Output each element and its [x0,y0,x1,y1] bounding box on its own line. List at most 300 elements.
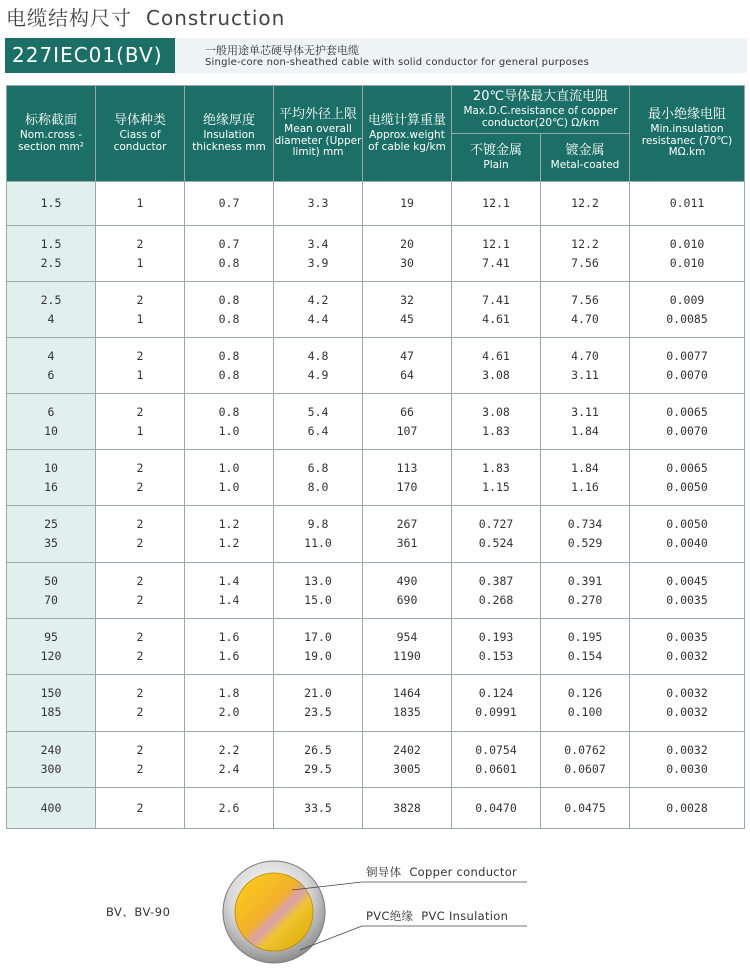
cell-value: 1 [136,367,144,382]
col-header-insulation: 绝缘厚度 Insulation thickness mm [185,86,274,182]
cell-value: 2 [136,686,144,700]
cell-value: 6 [47,367,55,382]
cell-value: 12.2 [571,236,599,251]
cell-value: 2 [136,648,144,663]
cell-value: 2.5 [40,292,62,307]
cell-coated [541,563,630,619]
cell-cross [7,338,96,394]
cell-coated [541,450,630,506]
cell-value: 1.84 [571,460,599,475]
cell-value: 25 [44,517,58,531]
cell-weight [363,788,452,829]
cell-value: 0.8 [218,348,240,363]
cell-value: 0.268 [478,592,514,607]
cell-cls [96,619,185,675]
cell-cls [96,450,185,506]
table-row [7,394,745,450]
cell-value: 2 [136,573,144,588]
cell-value: 17.0 [304,629,332,644]
model-code: 227IEC01(BV) [5,38,175,73]
cell-value: 0.0035 [666,592,708,607]
cell-dia [274,619,363,675]
cell-value: 0.0601 [475,761,517,776]
table-row [7,182,745,226]
cell-value: 50 [44,573,58,588]
cell-value: 150 [40,686,62,700]
cell-value: 0.0475 [564,800,606,815]
cell-coated [541,506,630,563]
cell-minres [630,732,745,788]
cell-value: 3.11 [571,404,599,419]
title-en: Construction [146,6,286,30]
table-row [7,450,745,506]
model-desc-zh: 一般用途单芯硬导体无护套电缆 [205,44,359,57]
cell-dia [274,563,363,619]
cell-value: 7.56 [571,255,599,270]
cell-value: 0.0070 [666,367,708,382]
cell-value: 4 [47,311,55,326]
cell-cls [96,675,185,732]
cell-value: 0.010 [669,236,705,251]
cell-insul [185,563,274,619]
cell-value: 0.0607 [564,761,606,776]
col-header-resistance: 20℃导体最大直流电阻 Max.D.C.resistance of copper conductor(20℃) Ω/km [452,86,630,134]
cell-value: 1.84 [571,423,599,438]
table-row [7,675,745,732]
cell-value: 0.0032 [666,705,708,719]
cell-value: 2 [136,460,144,475]
cell-value: 300 [40,761,62,776]
cell-value: 19.0 [304,648,332,663]
copper-core [235,873,313,951]
cell-value: 0.8 [218,255,240,270]
cell-value: 0.270 [567,592,603,607]
cell-value: 2 [136,404,144,419]
cell-value: 33.5 [304,800,332,815]
cell-insul [185,226,274,282]
cell-plain [452,506,541,563]
cell-value: 12.2 [571,196,599,210]
cell-value: 0.8 [218,367,240,382]
cell-value: 8.0 [307,479,329,494]
cell-value: 1.5 [40,196,62,210]
cell-value: 0.0065 [666,404,708,419]
cell-value: 12.1 [482,196,510,210]
cell-value: 1 [136,196,144,210]
cell-value: 3828 [393,800,421,815]
cell-value: 2 [136,592,144,607]
cell-value: 0.0070 [666,423,708,438]
cell-plain [452,226,541,282]
cell-value: 1 [136,423,144,438]
cell-cross [7,732,96,788]
table-row [7,506,745,563]
cell-dia [274,182,363,226]
cell-value: 2 [136,629,144,644]
cell-value: 0.7 [218,236,240,251]
cell-cls [96,732,185,788]
cell-value: 1.16 [571,479,599,494]
cell-value: 0.0077 [666,348,708,363]
cell-value: 1 [136,311,144,326]
cell-dia [274,788,363,829]
cell-value: 1.4 [218,592,240,607]
cell-value: 13.0 [304,573,332,588]
cell-value: 66 [400,404,414,419]
cell-weight [363,563,452,619]
col-header-cross: 标称截面 Nom.cross -section mm² [7,86,96,182]
cell-plain [452,675,541,732]
cell-value: 185 [40,705,62,719]
cell-weight [363,732,452,788]
table-row [7,732,745,788]
cell-value: 3.4 [307,236,329,251]
cell-value: 0.0028 [666,800,708,815]
cell-value: 2 [136,348,144,363]
cell-weight [363,450,452,506]
cell-value: 0.0032 [666,648,708,663]
cell-plain [452,182,541,226]
cell-value: 1.6 [218,629,240,644]
cell-value: 30 [400,255,414,270]
cell-value: 0.8 [218,404,240,419]
cell-value: 10 [44,423,58,438]
cell-weight [363,282,452,338]
cell-value: 6.4 [307,423,329,438]
table-row [7,282,745,338]
cell-cls [96,506,185,563]
cell-value: 4.2 [307,292,329,307]
cell-dia [274,732,363,788]
page-title [6,2,285,31]
cell-minres [630,563,745,619]
col-header-diameter: 平均外径上限 Mean overall diameter (Upper limit) mm [274,86,363,182]
cell-insul [185,619,274,675]
cell-value: 9.8 [307,517,329,531]
cell-value: 23.5 [304,705,332,719]
cell-minres [630,788,745,829]
cell-cls [96,226,185,282]
cell-value: 361 [396,536,418,550]
cell-value: 64 [400,367,414,382]
cell-value: 0.7 [218,196,240,210]
cell-value: 1464 [393,686,421,700]
cell-value: 35 [44,536,58,550]
cell-coated [541,732,630,788]
cell-value: 4.61 [482,348,510,363]
cell-value: 4.70 [571,348,599,363]
cell-value: 4.4 [307,311,329,326]
cell-value: 2 [136,761,144,776]
cell-coated [541,394,630,450]
cell-coated [541,182,630,226]
cell-value: 2402 [393,742,421,757]
cell-insul [185,450,274,506]
cell-cls [96,788,185,829]
cell-value: 11.0 [304,536,332,550]
cell-value: 6.8 [307,460,329,475]
cell-insul [185,282,274,338]
cell-coated [541,338,630,394]
insulation-callout: PVC绝缘 PVC Insulation [366,909,509,923]
cell-minres [630,226,745,282]
cell-value: 1.0 [218,460,240,475]
cell-value: 0.0065 [666,460,708,475]
cell-dia [274,282,363,338]
cell-cross [7,182,96,226]
title-zh: 电缆结构尺寸 [6,6,132,30]
cell-value: 0.734 [567,517,603,531]
cell-value: 12.1 [482,236,510,251]
cell-value: 15.0 [304,592,332,607]
cell-minres [630,450,745,506]
cell-value: 20 [400,236,414,251]
cell-value: 2 [136,292,144,307]
cell-dia [274,450,363,506]
cell-value: 6 [47,404,55,419]
cell-plain [452,788,541,829]
cell-cross [7,619,96,675]
cell-value: 1.2 [218,517,240,531]
cell-value: 120 [40,648,62,663]
cell-cross [7,282,96,338]
cell-cross [7,675,96,732]
cell-coated [541,226,630,282]
cell-value: 2.5 [40,255,62,270]
cell-value: 0.010 [669,255,705,270]
cell-value: 4.61 [482,311,510,326]
col-header-class: 导体种类 Ciass of conductor [96,86,185,182]
cell-minres [630,282,745,338]
cell-value: 45 [400,311,414,326]
cell-value: 32 [400,292,414,307]
col-header-weight: 电缆计算重量 Approx.weight of cable kg/km [363,86,452,182]
cell-value: 4 [47,348,55,363]
cell-value: 1.8 [218,686,240,700]
cell-value: 400 [40,800,62,815]
cell-value: 0.0085 [666,311,708,326]
cell-cls [96,338,185,394]
cell-value: 4.9 [307,367,329,382]
cell-cross [7,226,96,282]
cell-weight [363,619,452,675]
cell-dia [274,506,363,563]
cable-type-label: BV、BV-90 [106,905,171,919]
cell-value: 0.391 [567,573,603,588]
cell-value: 1.0 [218,479,240,494]
col-header-min-resistance: 最小绝缘电阻 Min.insulation resistanec (70℃) MΩ.km [630,86,745,182]
conductor-callout: 铜导体 Copper conductor [366,865,518,879]
cell-value: 0.100 [567,705,603,719]
cell-value: 170 [396,479,418,494]
cell-value: 7.41 [482,255,510,270]
cell-dia [274,675,363,732]
cell-value: 240 [40,742,62,757]
cable-cross-section-graphic [0,840,750,968]
cell-value: 29.5 [304,761,332,776]
cell-value: 0.195 [567,629,603,644]
cell-minres [630,182,745,226]
cell-value: 7.56 [571,292,599,307]
cell-cross [7,563,96,619]
cell-insul [185,182,274,226]
cell-value: 21.0 [304,686,332,700]
cell-value: 19 [400,196,414,210]
cell-value: 0.0040 [666,536,708,550]
cell-plain [452,563,541,619]
cell-value: 2 [136,536,144,550]
cell-value: 0.0050 [666,479,708,494]
cell-value: 0.124 [478,686,514,700]
cell-coated [541,788,630,829]
cell-weight [363,226,452,282]
cell-value: 1.4 [218,573,240,588]
table-row [7,619,745,675]
cell-dia [274,338,363,394]
cell-value: 267 [396,517,418,531]
cell-value: 0.387 [478,573,514,588]
cell-value: 0.0991 [475,705,517,719]
cell-minres [630,338,745,394]
cell-value: 954 [396,629,418,644]
cell-value: 47 [400,348,414,363]
cell-value: 0.727 [478,517,514,531]
cell-value: 113 [396,460,418,475]
cell-cross [7,394,96,450]
cell-value: 70 [44,592,58,607]
cell-insul [185,732,274,788]
cell-value: 0.8 [218,311,240,326]
cell-value: 1835 [393,705,421,719]
cell-value: 690 [396,592,418,607]
cell-value: 3.3 [307,196,329,210]
cell-value: 1190 [393,648,421,663]
cell-coated [541,282,630,338]
cell-weight [363,338,452,394]
cell-value: 0.0470 [475,800,517,815]
cell-value: 0.154 [567,648,603,663]
cell-value: 0.0032 [666,742,708,757]
cell-value: 1.15 [482,479,510,494]
cell-value: 5.4 [307,404,329,419]
cell-value: 0.009 [669,292,705,307]
cell-value: 0.0032 [666,686,708,700]
cell-value: 0.153 [478,648,514,663]
cell-value: 3005 [393,761,421,776]
cell-value: 2.6 [218,800,240,815]
cell-value: 2.4 [218,761,240,776]
cell-cls [96,282,185,338]
cell-cls [96,394,185,450]
cell-value: 2 [136,517,144,531]
cell-value: 0.0035 [666,629,708,644]
table-row [7,563,745,619]
cell-value: 3.11 [571,367,599,382]
cell-dia [274,226,363,282]
cell-value: 10 [44,460,58,475]
cell-value: 2 [136,742,144,757]
cell-cross [7,788,96,829]
cell-value: 0.0762 [564,742,606,757]
cell-minres [630,506,745,563]
cell-value: 4.70 [571,311,599,326]
cell-value: 3.08 [482,367,510,382]
cell-value: 0.8 [218,292,240,307]
table-row [7,788,745,829]
cell-plain [452,394,541,450]
cell-plain [452,450,541,506]
cell-value: 0.126 [567,686,603,700]
cell-value: 490 [396,573,418,588]
model-desc-en: Single-core non-sheathed cable with solid conductor for general purposes [205,57,590,68]
cell-value: 1.2 [218,536,240,550]
cell-value: 0.0050 [666,517,708,531]
table-row [7,338,745,394]
cell-value: 0.193 [478,629,514,644]
cell-plain [452,282,541,338]
spec-table [6,85,745,829]
cell-value: 4.8 [307,348,329,363]
cell-insul [185,788,274,829]
cell-value: 3.08 [482,404,510,419]
cell-value: 2 [136,800,144,815]
cell-value: 16 [44,479,58,494]
cell-value: 7.41 [482,292,510,307]
cell-insul [185,675,274,732]
cell-cls [96,563,185,619]
cell-coated [541,675,630,732]
cell-value: 3.9 [307,255,329,270]
cell-weight [363,506,452,563]
cell-value: 2.0 [218,705,240,719]
cell-value: 1 [136,255,144,270]
cell-insul [185,394,274,450]
model-bar [5,38,747,73]
table-row [7,226,745,282]
spec-table-body [7,182,745,829]
cell-insul [185,338,274,394]
cell-cross [7,450,96,506]
cell-weight [363,182,452,226]
col-header-coated: 镀金属 Metal-coated [541,134,630,182]
cell-value: 2.2 [218,742,240,757]
cell-value: 95 [44,629,58,644]
cell-value: 0.524 [478,536,514,550]
cell-insul [185,506,274,563]
cell-value: 107 [396,423,418,438]
cell-cross [7,506,96,563]
cell-cls [96,182,185,226]
cell-value: 0.0045 [666,573,708,588]
cell-value: 1.83 [482,423,510,438]
cell-value: 1.83 [482,460,510,475]
cell-minres [630,675,745,732]
cell-weight [363,675,452,732]
cell-value: 1.5 [40,236,62,251]
cell-value: 26.5 [304,742,332,757]
cell-value: 0.0030 [666,761,708,776]
cell-weight [363,394,452,450]
cell-plain [452,619,541,675]
cell-value: 1.0 [218,423,240,438]
cell-value: 2 [136,705,144,719]
cell-value: 1.6 [218,648,240,663]
cell-plain [452,732,541,788]
cell-value: 2 [136,236,144,251]
col-header-plain: 不镀金属 Plain [452,134,541,182]
cell-dia [274,394,363,450]
cell-plain [452,338,541,394]
